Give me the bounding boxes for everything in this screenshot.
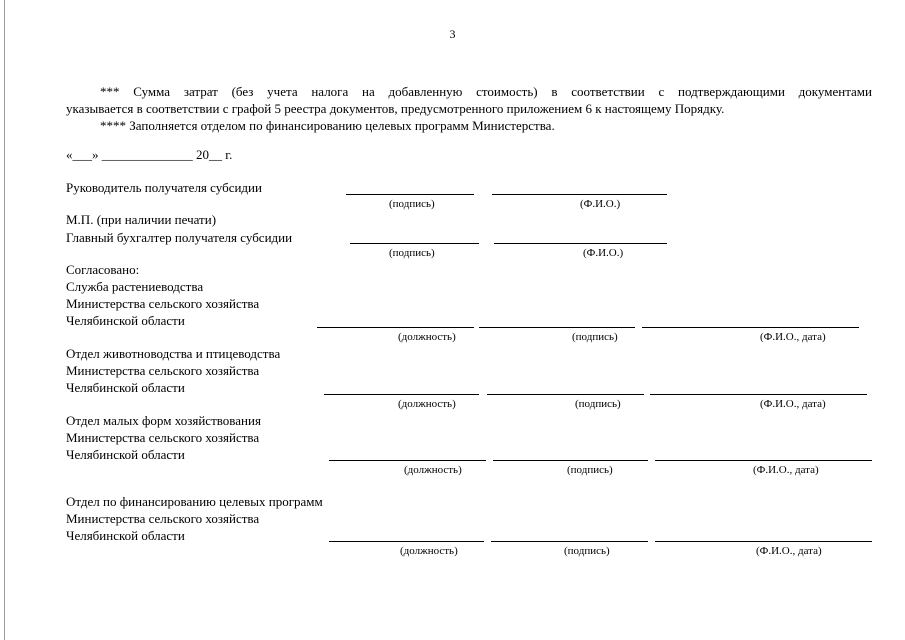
- date-line: «___» ______________ 20__ г.: [66, 147, 233, 162]
- footnote-4: **** Заполняется отделом по финансированию целевых программ Министерства.: [100, 118, 555, 133]
- department-2-position-caption: (должность): [398, 398, 456, 410]
- head-signature-caption: (подпись): [389, 198, 435, 210]
- department-3-line-2: Министерства сельского хозяйства: [66, 430, 260, 445]
- department-4-line-3: Челябинской области: [66, 528, 185, 543]
- department-4-fio-caption: (Ф.И.О., дата): [756, 545, 822, 557]
- department-2-signature-caption: (подпись): [575, 398, 621, 410]
- department-2-line-3: Челябинской области: [66, 380, 185, 395]
- footnote-3-line-2: указывается в соответствии с графой 5 реестра документов, предусмотренного приложением 6 к настоящему Порядку.: [66, 101, 725, 116]
- department-1-fio-line: [642, 327, 859, 328]
- department-2-line-1: Отдел животноводства и птицеводства: [66, 346, 281, 361]
- department-3-position-caption: (должность): [404, 464, 462, 476]
- department-2-signature-line: [487, 394, 644, 395]
- accountant-signature-caption: (подпись): [389, 247, 435, 259]
- department-3-signature-caption: (подпись): [567, 464, 613, 476]
- department-4-signature-line: [491, 541, 648, 542]
- department-1-line-3: Челябинской области: [66, 313, 185, 328]
- accountant-fio-line: [494, 243, 667, 244]
- department-1-signature-caption: (подпись): [572, 331, 618, 343]
- department-3-fio-line: [655, 460, 872, 461]
- department-2-position-line: [324, 394, 479, 395]
- department-4-signature-caption: (подпись): [564, 545, 610, 557]
- department-2-fio-caption: (Ф.И.О., дата): [760, 398, 826, 410]
- head-fio-caption: (Ф.И.О.): [580, 198, 621, 210]
- department-1-fio-caption: (Ф.И.О., дата): [760, 331, 826, 343]
- department-4-line-1: Отдел по финансированию целевых программ: [66, 494, 323, 509]
- department-3-signature-line: [493, 460, 648, 461]
- page-number: 3: [449, 27, 456, 41]
- agreed-label: Согласовано:: [66, 262, 140, 277]
- department-2-line-2: Министерства сельского хозяйства: [66, 363, 260, 378]
- head-fio-line: [492, 194, 667, 195]
- department-1-signature-line: [479, 327, 635, 328]
- department-4-line-2: Министерства сельского хозяйства: [66, 511, 260, 526]
- stamp-label: М.П. (при наличии печати): [66, 212, 217, 227]
- department-4-fio-line: [655, 541, 872, 542]
- department-3-position-line: [329, 460, 486, 461]
- department-1-line-2: Министерства сельского хозяйства: [66, 296, 260, 311]
- department-1-position-line: [317, 327, 474, 328]
- page-edge-line: [4, 0, 5, 640]
- accountant-label: Главный бухгалтер получателя субсидии: [66, 230, 293, 245]
- department-1-position-caption: (должность): [398, 331, 456, 343]
- department-3-fio-caption: (Ф.И.О., дата): [753, 464, 819, 476]
- accountant-signature-line: [350, 243, 479, 244]
- department-2-fio-line: [650, 394, 867, 395]
- head-label: Руководитель получателя субсидии: [66, 180, 262, 195]
- department-3-line-1: Отдел малых форм хозяйствования: [66, 413, 261, 428]
- department-4-position-line: [329, 541, 484, 542]
- head-signature-line: [346, 194, 474, 195]
- department-3-line-3: Челябинской области: [66, 447, 185, 462]
- department-4-position-caption: (должность): [400, 545, 458, 557]
- accountant-fio-caption: (Ф.И.О.): [583, 247, 624, 259]
- department-1-line-1: Служба растениеводства: [66, 279, 204, 294]
- footnote-3-line-1: *** Сумма затрат (без учета налога на добавленную стоимость) в соответствии с подтверждающими документами: [100, 84, 872, 99]
